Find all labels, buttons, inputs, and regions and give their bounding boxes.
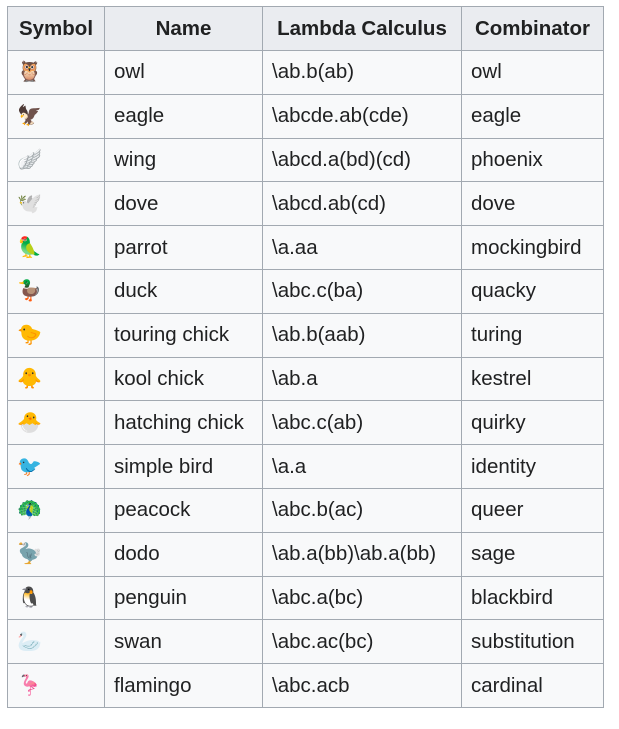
combinator-cell: eagle: [462, 94, 604, 138]
combinator-cell: dove: [462, 182, 604, 226]
table-row: [8, 664, 604, 708]
combinator-cell: quirky: [462, 401, 604, 445]
lambda-calculus-cell: \abc.acb: [263, 664, 462, 708]
name-cell: eagle: [105, 94, 263, 138]
symbol-cell: [8, 269, 105, 313]
name-cell: swan: [105, 620, 263, 664]
name-cell: parrot: [105, 226, 263, 270]
table-body: [8, 51, 604, 708]
name-cell: flamingo: [105, 664, 263, 708]
symbol-cell: [8, 620, 105, 664]
dove-icon: 🕊️: [17, 190, 42, 215]
lambda-calculus-cell: \a.a: [263, 445, 462, 489]
lambda-calculus-cell: \abc.c(ab): [263, 401, 462, 445]
name-cell: dodo: [105, 532, 263, 576]
symbol-cell: [8, 182, 105, 226]
baby-chick-icon: 🐤: [17, 322, 42, 347]
symbol-cell: [8, 401, 105, 445]
name-cell: duck: [105, 269, 263, 313]
table-row: [8, 182, 604, 226]
name-cell: dove: [105, 182, 263, 226]
name-cell: hatching chick: [105, 401, 263, 445]
bird-combinator-table: [7, 6, 604, 708]
name-cell: simple bird: [105, 445, 263, 489]
eagle-icon: 🦅: [17, 103, 42, 128]
combinator-cell: mockingbird: [462, 226, 604, 270]
table-row: [8, 226, 604, 270]
penguin-icon: 🐧: [17, 584, 42, 609]
duck-icon: 🦆: [17, 278, 42, 303]
lambda-calculus-cell: \abc.b(ac): [263, 488, 462, 532]
column-header-symbol[interactable]: Symbol: [8, 7, 105, 51]
lambda-calculus-cell: \abc.a(bc): [263, 576, 462, 620]
front-facing-chick-icon: 🐥: [17, 365, 42, 390]
name-cell: peacock: [105, 488, 263, 532]
combinator-cell: queer: [462, 488, 604, 532]
combinator-cell: sage: [462, 532, 604, 576]
table-row: [8, 94, 604, 138]
table-row: [8, 313, 604, 357]
name-cell: wing: [105, 138, 263, 182]
swan-icon: 🦢: [17, 628, 42, 653]
table-row: [8, 357, 604, 401]
combinator-cell: cardinal: [462, 664, 604, 708]
parrot-icon: 🦜: [17, 234, 42, 259]
symbol-cell: [8, 94, 105, 138]
combinator-cell: owl: [462, 51, 604, 95]
table-row: [8, 532, 604, 576]
combinator-cell: turing: [462, 313, 604, 357]
lambda-calculus-cell: \abcd.a(bd)(cd): [263, 138, 462, 182]
table-row: [8, 138, 604, 182]
symbol-cell: [8, 313, 105, 357]
symbol-cell: [8, 357, 105, 401]
lambda-calculus-cell: \ab.b(aab): [263, 313, 462, 357]
name-cell: touring chick: [105, 313, 263, 357]
wing-icon: 🪽: [17, 146, 42, 171]
owl-icon: 🦉: [17, 59, 42, 84]
lambda-calculus-cell: \ab.a: [263, 357, 462, 401]
lambda-calculus-cell: \abc.ac(bc): [263, 620, 462, 664]
bird-icon: 🐦: [17, 453, 42, 478]
symbol-cell: [8, 576, 105, 620]
lambda-calculus-cell: \abcd.ab(cd): [263, 182, 462, 226]
name-cell: penguin: [105, 576, 263, 620]
column-header-lambda-calculus[interactable]: Lambda Calculus: [263, 7, 462, 51]
dodo-icon: 🦤: [17, 541, 42, 566]
lambda-calculus-cell: \abc.c(ba): [263, 269, 462, 313]
table-row: [8, 401, 604, 445]
combinator-cell: blackbird: [462, 576, 604, 620]
symbol-cell: [8, 445, 105, 489]
symbol-cell: [8, 488, 105, 532]
table-row: [8, 576, 604, 620]
combinator-cell: phoenix: [462, 138, 604, 182]
table-row: [8, 269, 604, 313]
peacock-icon: 🦚: [17, 497, 42, 522]
combinator-cell: substitution: [462, 620, 604, 664]
symbol-cell: [8, 664, 105, 708]
table-row: [8, 51, 604, 95]
symbol-cell: [8, 51, 105, 95]
header-row: [8, 7, 604, 51]
column-header-combinator[interactable]: Combinator: [462, 7, 604, 51]
flamingo-icon: 🦩: [17, 672, 42, 697]
table-row: [8, 445, 604, 489]
combinator-cell: quacky: [462, 269, 604, 313]
lambda-calculus-cell: \a.aa: [263, 226, 462, 270]
lambda-calculus-cell: \ab.b(ab): [263, 51, 462, 95]
table-row: [8, 620, 604, 664]
lambda-calculus-cell: \abcde.ab(cde): [263, 94, 462, 138]
combinator-cell: identity: [462, 445, 604, 489]
symbol-cell: [8, 226, 105, 270]
name-cell: kool chick: [105, 357, 263, 401]
symbol-cell: [8, 138, 105, 182]
symbol-cell: [8, 532, 105, 576]
table-row: [8, 488, 604, 532]
lambda-calculus-cell: \ab.a(bb)\ab.a(bb): [263, 532, 462, 576]
combinator-cell: kestrel: [462, 357, 604, 401]
column-header-name[interactable]: Name: [105, 7, 263, 51]
hatching-chick-icon: 🐣: [17, 409, 42, 434]
name-cell: owl: [105, 51, 263, 95]
